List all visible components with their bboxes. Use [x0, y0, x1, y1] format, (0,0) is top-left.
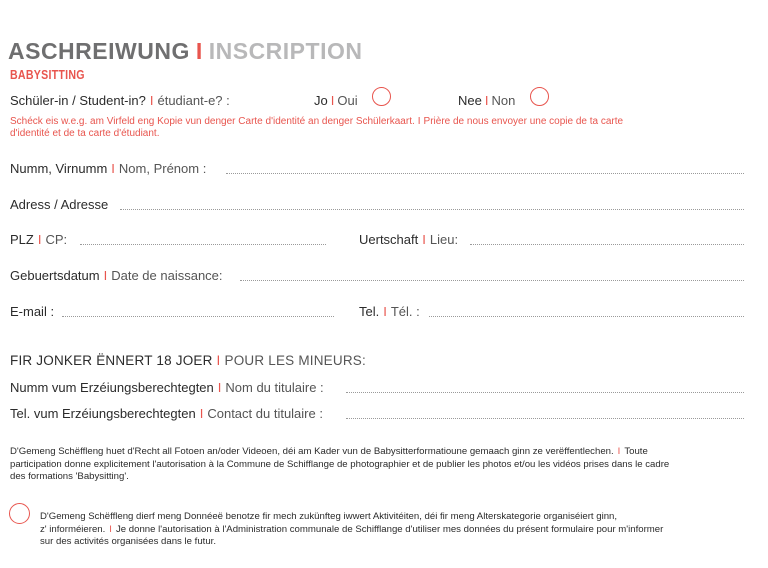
data-consent-fr: Je donne l'autorisation à l'Administration communale de Schifflange d'utiliser mes données du présent formulaire pour m'informer [115, 523, 664, 535]
separator: I [37, 232, 42, 247]
form-subtitle: BABYSITTING [10, 68, 85, 82]
guardian-tel-fr: Contact du titulaire : [207, 406, 323, 421]
zip-label [10, 232, 67, 247]
place-label [359, 232, 458, 247]
name-label-lu: Numm, Virnumm [10, 161, 108, 176]
data-consent-line2 [40, 524, 745, 537]
minors-heading-lu: FIR JONKER ËNNERT 18 JOER [10, 353, 213, 368]
guardian-name-field[interactable] [346, 392, 744, 393]
zip-label-lu: PLZ [10, 232, 34, 247]
photo-consent-line1 [10, 446, 745, 459]
birthdate-field[interactable] [240, 280, 744, 281]
guardian-name-label [10, 380, 324, 395]
student-yes-checkbox[interactable] [372, 87, 391, 106]
guardian-name-lu: Numm vum Erzéiungsberechtegten [10, 380, 214, 395]
separator: I [199, 406, 204, 421]
zip-label-fr: CP: [45, 232, 68, 247]
no-label-lu: Nee [458, 93, 482, 108]
yes-label-fr: Oui [337, 93, 358, 108]
separator: I [617, 446, 621, 457]
name-label [10, 161, 206, 176]
student-no-option [458, 93, 515, 108]
guardian-tel-lu: Tel. vum Erzéiungsberechtegten [10, 406, 196, 421]
no-label-fr: Non [491, 93, 516, 108]
tel-field[interactable] [429, 316, 744, 317]
place-label-fr: Lieu: [429, 232, 459, 247]
photo-consent-lu: D'Gemeng Schëffleng huet d'Recht all Fotoen an/oder Videoen, déi am Kader vun de Babysitterformatioune gemaach ginn ze verëffentlechen. [10, 446, 614, 457]
student-note-lu: Schéck eis w.e.g. am Virfeld eng Kopie vun denger Carte d'identité an denger Schülerkaart. [10, 116, 415, 127]
name-label-fr: Nom, Prénom : [118, 161, 207, 176]
place-label-lu: Uertschaft [359, 232, 419, 247]
separator: I [383, 304, 387, 319]
photo-consent-fr-start: Toute [624, 446, 648, 457]
student-yes-option [314, 93, 358, 108]
student-label-fr: étudiant-e? : [157, 93, 230, 108]
zip-field[interactable] [80, 244, 326, 245]
separator: I [216, 353, 221, 368]
birthdate-label-lu: Gebuertsdatum [10, 268, 100, 283]
name-field[interactable] [226, 173, 744, 174]
separator: I [149, 93, 154, 108]
separator: I [484, 93, 489, 108]
photo-consent-text [10, 446, 745, 484]
title-luxembourgish: ASCHREIWUNG [8, 38, 190, 64]
separator: I [330, 93, 335, 108]
separator: I [217, 380, 222, 395]
separator: I [422, 232, 426, 247]
student-question-label [10, 93, 230, 108]
tel-label [359, 304, 420, 319]
place-field[interactable] [470, 244, 744, 245]
separator: I [417, 116, 421, 127]
photo-consent-line2: participation donne explicitement l'autorisation à la Commune de Schifflange de photographier et de publier les photos et/ou les vidéos prises dans le cadre [10, 458, 670, 470]
data-consent-text [40, 511, 745, 549]
birthdate-label-fr: Date de naissance: [111, 268, 223, 283]
separator: I [103, 268, 108, 283]
separator: I [109, 523, 112, 535]
data-consent-lu: z' informéieren. [40, 523, 106, 535]
student-note-fr-1: Prière de nous envoyer une copie de ta carte [423, 116, 624, 127]
guardian-tel-label [10, 406, 323, 421]
guardian-name-fr: Nom du titulaire : [225, 380, 324, 395]
student-note-line1 [10, 116, 623, 129]
minors-heading [10, 353, 366, 368]
address-field[interactable] [120, 209, 744, 210]
tel-label-fr: Tél. : [390, 304, 420, 319]
yes-label-lu: Jo [314, 93, 328, 108]
data-consent-checkbox[interactable] [9, 503, 30, 524]
guardian-tel-field[interactable] [346, 418, 744, 419]
tel-label-lu: Tel. [359, 304, 380, 319]
address-label: Adress / Adresse [10, 197, 109, 212]
student-no-checkbox[interactable] [530, 87, 549, 106]
student-note-fr-2: d'identité et de ta carte d'étudiant. [10, 128, 160, 139]
email-label: E-mail : [10, 304, 55, 319]
birthdate-label [10, 268, 223, 283]
photo-consent-line3: des formations 'Babysitting'. [10, 471, 129, 482]
email-field[interactable] [62, 316, 334, 317]
separator: I [111, 161, 115, 176]
data-consent-line3: sur des activités organisées dans le futur. [40, 536, 216, 547]
student-label-lu: Schüler-in / Student-in? [10, 93, 146, 108]
form-title [8, 38, 362, 65]
title-separator: I [195, 38, 203, 64]
title-french: INSCRIPTION [208, 38, 363, 64]
data-consent-line1: D'Gemeng Schëffleng dierf meng Donnéeë benotze fir mech zukünfteg iwwert Aktivitéiten, déi fir meng Alterskategorie organiséiert ginn, [40, 511, 618, 522]
minors-heading-fr: POUR LES MINEURS: [224, 353, 366, 368]
